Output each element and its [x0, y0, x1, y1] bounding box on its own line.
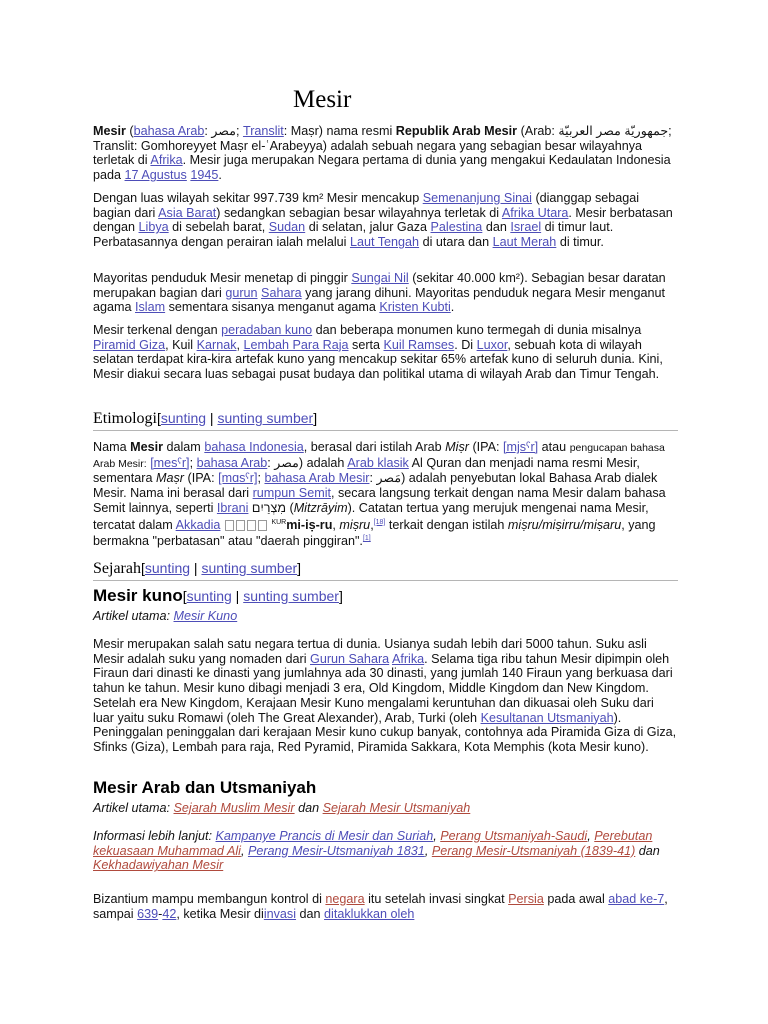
text: ). Catatan tertua yang merujuk mengenai nama Mesir, tercatat dalam: [93, 500, 649, 532]
text: , secara langsung terkait dengan nama Mesir dalam bahasa Semit lainnya, seperti: [93, 486, 666, 515]
lead-text: .: [218, 168, 222, 183]
missing-glyph-icon: [236, 520, 245, 531]
lead-term: Mesir: [93, 124, 126, 138]
text: dan: [298, 801, 320, 815]
main-article-note: [93, 609, 678, 624]
text: . Mesir berbatasan dengan: [93, 205, 673, 235]
link-gurun[interactable]: gurun: [225, 285, 258, 300]
link-translit[interactable]: Translit: [242, 124, 284, 138]
section-heading-etimologi: [93, 410, 678, 431]
link-sahara[interactable]: Sahara: [261, 285, 302, 300]
edit-link[interactable]: sunting: [144, 560, 191, 576]
link-asia-barat[interactable]: Asia Barat: [158, 205, 217, 220]
text: ). Peninggalan peninggalan dari kerajaan Mesir kuno cukup banyak, contohnya ada Piramida Giza di Giza, Sfinks (Giza), Lembah para raja, Red Pyramid, Piramida Sakkara, Kota Memphis (kota Mesir kuno).: [93, 710, 677, 754]
text: , yang bermakna "perbatasan" atau "daerah pinggiran".: [93, 517, 656, 549]
link-sejarah-mesir-utsmaniyah[interactable]: Sejarah Mesir Utsmaniyah: [322, 801, 471, 815]
text: dan: [299, 906, 321, 921]
text: , berasal dari istilah Arab: [303, 440, 442, 454]
text: Mesir terkenal dengan: [93, 323, 218, 337]
link-perang-utsmaniyah-saudi[interactable]: Perang Utsmaniyah-Saudi: [440, 829, 588, 843]
arabic-text: مصر: [211, 124, 236, 138]
italic-term: miṣru/miṣirru/miṣaru: [507, 517, 622, 532]
link-17-agustus[interactable]: 17 Agustus: [124, 168, 187, 183]
edit-links: [sunting | sunting sumber]: [140, 560, 302, 576]
link-semenanjung-sinai[interactable]: Semenanjung Sinai: [422, 191, 532, 205]
hebrew-text: מִצְרַיִם: [251, 500, 286, 515]
heading-text: Sejarah: [93, 560, 141, 577]
link-negara[interactable]: negara: [325, 892, 365, 906]
link-akkadia[interactable]: Akkadia: [175, 517, 221, 532]
text: , sampai: [93, 892, 668, 921]
missing-glyph-icon: [258, 520, 267, 531]
text: yang jarang dihuni. Mayoritas penduduk negara Mesir menganut agama: [93, 285, 666, 315]
bold-term: mi-iṣ-ru: [286, 517, 333, 532]
link-ibrani[interactable]: Ibrani: [216, 500, 249, 515]
text: pada awal: [547, 892, 605, 906]
text: , sebuah kota di wilayah selatan terdapat kira-kira artefak kuno yang mencakup sekitar 65% artefak kuno di seluruh dunia. Kini, Mesir diakui secara luas sebagai pusat budaya dan politikal utama di wilayah Arab dan Timur Tengah.: [93, 337, 663, 382]
link-arab-klasik[interactable]: Arab klasik: [347, 455, 409, 470]
text: Mayoritas penduduk Mesir menetap di pinggir: [93, 271, 348, 285]
edit-link[interactable]: sunting: [186, 588, 232, 604]
mesir-kuno-paragraph: [93, 637, 678, 755]
section-heading-sejarah: [93, 560, 678, 581]
text: (IPA:: [472, 440, 500, 454]
text: ) sedangkan sebagian besar wilayahnya terletak di: [216, 205, 500, 220]
link-perang-1831[interactable]: Perang Mesir-Utsmaniyah 1831: [247, 843, 425, 858]
subsection-heading-mesir-arab: Mesir Arab dan Utsmaniyah: [93, 778, 317, 797]
missing-glyph-icon: [225, 520, 234, 531]
link-bahasa-arab-mesir[interactable]: bahasa Arab Mesir: [264, 471, 370, 486]
text: Al Quran dan menjadi nama resmi Mesir, sementara: [93, 455, 640, 486]
link-ipa-2[interactable]: [mesˤr]: [150, 455, 190, 470]
link-karnak[interactable]: Karnak: [196, 337, 237, 352]
link-bahasa-arab[interactable]: bahasa Arab: [133, 124, 205, 138]
link-mesir-kuno[interactable]: Mesir Kuno: [173, 609, 238, 623]
link-bahasa-indonesia[interactable]: bahasa Indonesia: [204, 440, 304, 454]
official-name: Republik Arab Mesir: [395, 124, 518, 138]
link-laut-tengah[interactable]: Laut Tengah: [349, 235, 420, 250]
link-luxor[interactable]: Luxor: [476, 337, 508, 352]
lead-text: . Mesir juga merupakan Negara pertama di dunia yang mengakui Kedaulatan Indonesia pada: [93, 153, 671, 183]
link-afrika[interactable]: Afrika: [391, 651, 425, 666]
text: . Di: [454, 337, 474, 352]
note-label: Artikel utama:: [93, 609, 170, 623]
text: di sebelah barat,: [172, 220, 266, 235]
note-label: Artikel utama:: [93, 801, 170, 815]
text: atau: [541, 440, 567, 454]
text: di selatan, jalur Gaza: [308, 220, 427, 235]
text: terkait dengan istilah: [388, 517, 505, 532]
italic-term: Maṣr: [156, 471, 185, 486]
text: , Kuil: [165, 337, 194, 352]
text: ) adalah: [298, 455, 345, 470]
text: dalam: [166, 440, 201, 454]
link-kampanye-prancis[interactable]: Kampanye Prancis di Mesir dan Suriah: [215, 829, 434, 843]
text: itu setelah invasi singkat: [368, 892, 505, 906]
edit-source-link[interactable]: sunting sumber: [217, 410, 314, 426]
link-rumpun-semit[interactable]: rumpun Semit: [252, 486, 331, 501]
link-1945[interactable]: 1945: [190, 168, 219, 183]
arabic-text: مَصر: [376, 471, 402, 486]
etimologi-paragraph: Nama Mesir dalam bahasa Indonesia, berasal dari istilah Arab Miṣr (IPA: [mjsˤr] atau pengucapan bahasa Arab Mesir: [mesˤr]; bahasa Arab: مصر) adalah Arab klasik Al Quran dan menjadi nama resmi Mesir, sementara Maṣr (IPA: [mɑsˤr]; bahasa Arab Mesir: مَصر) adalah penyebutan lokal Bahasa Arab dialek Mesir. Nama ini berasal dari rumpun Semit, secara langsung terkait dengan nama Mesir dalam bahasa Semit lainnya, seperti Ibrani מִצְרַיִם (Mitzrāyim). Catatan tertua yang merujuk mengenai nama Mesir, tercatat dalam Akkadia $^{KUR}$mi-iṣ-ru, miṣru,[18] terkait dengan istilah miṣru/miṣirru/miṣaru, yang bermakna "perbatasan" atau "daerah pinggiran".[1]: [93, 440, 666, 549]
text: di utara dan: [422, 235, 490, 250]
link-perebutan-kekuasaan[interactable]: Perebutan kekuasaan Muhammad Ali: [93, 829, 653, 858]
text: ) adalah penyebutan lokal Bahasa Arab dialek Mesir. Nama ini berasal dari: [93, 471, 658, 501]
link-invasi[interactable]: invasi: [263, 906, 297, 921]
page-title: Mesir: [293, 86, 352, 113]
link-bahasa-arab[interactable]: bahasa Arab: [196, 455, 268, 470]
missing-glyph-icon: [247, 520, 256, 531]
lead-paragraph: Mesir (bahasa Arab: مصر; Translit: Maṣr) nama resmi Republik Arab Mesir (Arab: جمهوريّة مصر العربيّة; Translit: Gomhoreyyet Maṣr el-ʿArabeyya) adalah sebuah negara yang sebagian besar wilayahnya terletak di Afrika. Mesir juga merupakan Negara pertama di dunia yang mengakui Kedaulatan Indonesia pada 17 Agustus 1945.: [93, 124, 672, 183]
link-sejarah-muslim-mesir[interactable]: Sejarah Muslim Mesir: [173, 801, 295, 815]
text: Dengan luas wilayah sekitar 997.739 km² Mesir mencakup: [93, 191, 420, 205]
bold-term: Mesir: [130, 440, 163, 454]
further-info-note: Informasi lebih lanjut: Kampanye Prancis di Mesir dan Suriah, Perang Utsmaniyah-Saudi, Perebutan kekuasaan Muhammad Ali, Perang Mesir-Utsmaniyah 1831, Perang Mesir-Utsmaniyah (1839-41) dan Kekhadawiyahan Mesir: [93, 829, 660, 873]
masr-text: Maṣr: [290, 124, 319, 138]
link-libya[interactable]: Libya: [138, 220, 169, 235]
link-abad-ke-7[interactable]: abad ke-7: [608, 892, 665, 906]
link-kuil-ramses[interactable]: Kuil Ramses: [383, 337, 455, 352]
link-persia[interactable]: Persia: [508, 892, 544, 906]
reference-link[interactable]: [1]: [362, 535, 371, 543]
edit-link[interactable]: sunting: [160, 410, 207, 426]
bizantium-paragraph: Bizantium mampu membangun kontrol di negara itu setelah invasi singkat Persia pada awal abad ke-7, sampai 639-42, ketika Mesir diinvasi dan ditaklukkan oleh: [93, 892, 668, 921]
lead-text: ) nama resmi: [318, 124, 393, 138]
edit-links: [sunting | sunting sumber]: [157, 410, 318, 426]
edit-source-link[interactable]: sunting sumber: [243, 588, 339, 604]
link-afrika-utara[interactable]: Afrika Utara: [501, 205, 569, 220]
text: serta: [352, 337, 381, 352]
link-perang-1839[interactable]: Perang Mesir-Utsmaniyah (1839-41): [431, 843, 636, 858]
text: di timur laut. Perbatasannya dengan perairan ialah melalui: [93, 220, 614, 250]
text: Bizantium mampu membangun kontrol di: [93, 892, 322, 906]
text: , ketika Mesir di: [176, 906, 264, 921]
link-sudan[interactable]: Sudan: [268, 220, 306, 235]
link-laut-merah[interactable]: Laut Merah: [492, 235, 557, 250]
italic-term: Miṣr: [445, 440, 469, 454]
area-paragraph: [93, 191, 678, 250]
link-42[interactable]: 42: [162, 906, 177, 921]
main-article-note: [93, 801, 678, 816]
population-paragraph: [93, 271, 678, 315]
text: Nama: [93, 440, 127, 454]
edit-links: [sunting | sunting sumber]: [182, 588, 343, 604]
link-peradaban-kuno[interactable]: peradaban kuno: [221, 323, 313, 337]
italic-term: Mitzrāyim: [293, 500, 348, 515]
link-lembah-para-raja[interactable]: Lembah Para Raja: [243, 337, 349, 352]
link-kristen-kubti[interactable]: Kristen Kubti: [379, 300, 451, 315]
text: . Selama tiga ribu tahun Mesir dipimpin oleh Firaun dari dinasti ke dinasti yang jumlahnya ada 30 dinasti, yang jumlah 140 Firaun yang berkuasa dari tahun ke tahun. Mesir kuno dibagi menjadi 3 era, Old Kingdom, Middle Kingdom dan New Kingdom. Setelah era New Kingdom, Kerajaan Mesir Kuno mengalami keruntuhan dan dikuasai oleh Suku dari luar yaitu suku Romawi (oleh The Great Alexander), Arab, Turki (oleh: [93, 651, 673, 725]
arabic-text: جمهوريّة مصر العربيّة: [558, 124, 669, 138]
text: (dianggap sebagai bagian dari: [93, 191, 640, 220]
link-israel[interactable]: Israel: [510, 220, 542, 235]
link-islam[interactable]: Islam: [135, 300, 166, 315]
text: dan: [638, 843, 660, 858]
link-palestina[interactable]: Palestina: [430, 220, 483, 235]
note-label: Informasi lebih lanjut:: [93, 829, 213, 843]
text: (sekitar 40.000 km²). Sebagian besar daratan merupakan bagian dari: [93, 271, 666, 300]
text: di timur.: [559, 235, 604, 250]
lead-text: (Arab:: [520, 124, 555, 138]
link-kesultanan-utsmaniyah[interactable]: Kesultanan Utsmaniyah: [480, 710, 614, 725]
text: dan: [485, 220, 507, 235]
text: dan beberapa monumen kuno termegah di dunia misalnya: [315, 323, 642, 337]
link-ipa-3[interactable]: [mɑsˤr]: [218, 471, 258, 486]
link-ditaklukkan[interactable]: ditaklukkan oleh: [324, 906, 415, 921]
heritage-paragraph: [93, 323, 678, 382]
link-639[interactable]: 639: [137, 906, 159, 921]
arabic-text: مصر: [274, 455, 299, 470]
lead-text: ; Translit: Gomhoreyyet Maṣr el-ʿArabeyya) adalah sebuah negara yang sebagian besar wilayahnya terletak di: [93, 124, 672, 168]
link-piramid-giza[interactable]: Piramid Giza: [93, 337, 166, 352]
link-gurun-sahara[interactable]: Gurun Sahara: [310, 651, 390, 666]
link-afrika[interactable]: Afrika: [150, 153, 183, 168]
text: ,: [236, 337, 240, 352]
small-text: pengucapan bahasa Arab Mesir:: [93, 442, 665, 470]
reference-link[interactable]: [18]: [373, 518, 386, 526]
subsection-heading-mesir-kuno: [93, 586, 343, 606]
italic-term: miṣru: [339, 517, 371, 532]
heading-text: Etimologi: [93, 410, 157, 427]
edit-source-link[interactable]: sunting sumber: [201, 560, 298, 576]
heading-text: Mesir kuno: [93, 586, 183, 605]
text: sementara sisanya menganut agama: [168, 300, 376, 315]
link-sungai-nil[interactable]: Sungai Nil: [351, 271, 409, 285]
link-ipa-1[interactable]: [mjsˤr]: [503, 440, 539, 454]
text: Mesir merupakan salah satu negara tertua di dunia. Usianya sudah lebih dari 5000 tahun. Suku asli Mesir adalah suku yang nomaden dari: [93, 637, 647, 666]
superscript: KUR: [271, 518, 287, 526]
link-kekhadawiyahan-mesir[interactable]: Kekhadawiyahan Mesir: [93, 858, 224, 873]
text: (IPA:: [187, 471, 215, 486]
text: .: [450, 300, 455, 315]
